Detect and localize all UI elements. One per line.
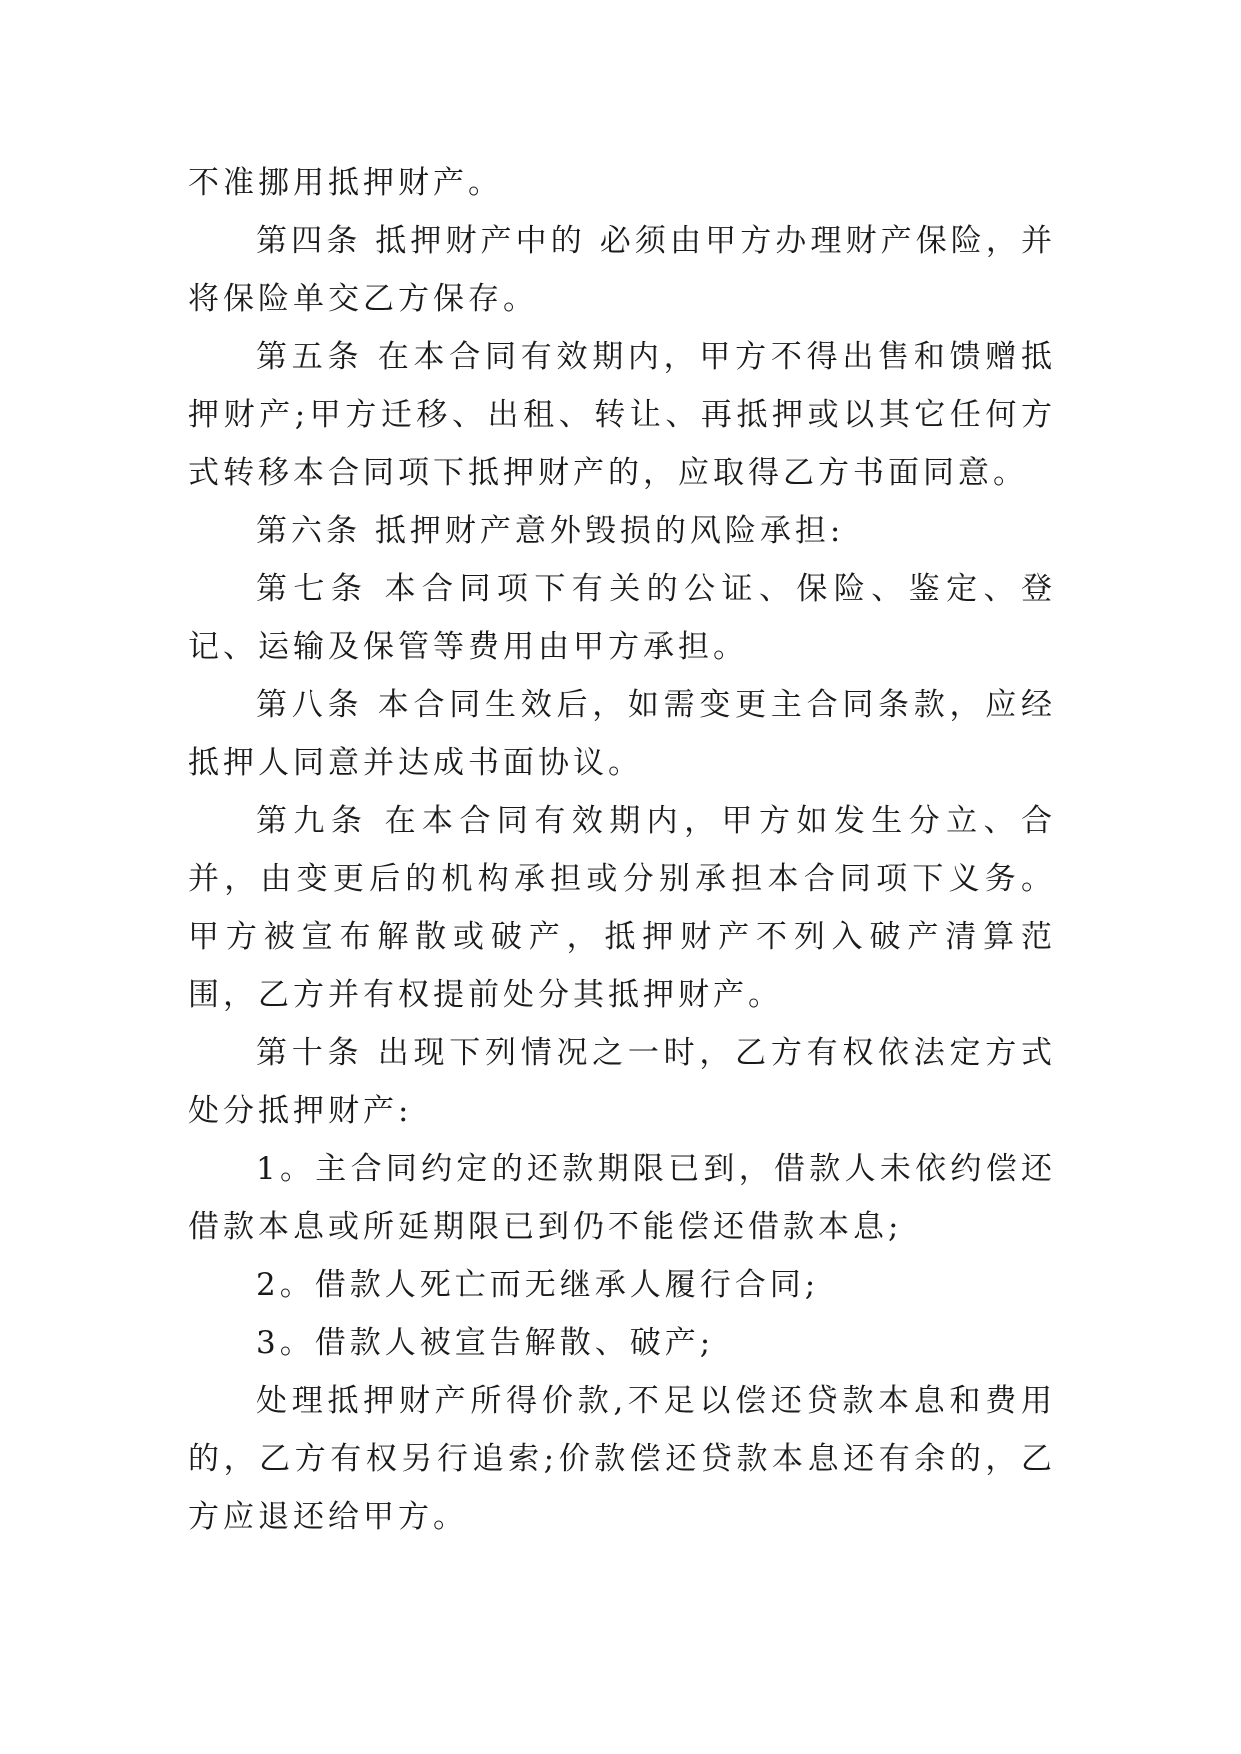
list-item-3: 3。借款人被宣告解散、破产; <box>256 1325 715 1361</box>
paragraph-article-10: 第十条 出现下列情况之一时，乙方有权依法定方式处分抵押财产: <box>188 1035 1056 1129</box>
paragraph-article-9: 第九条 在本合同有效期内，甲方如发生分立、合并，由变更后的机构承担或分别承担本合同项下义务。甲方被宣布解散或破产，抵押财产不列入破产清算范围，乙方并有权提前处分其抵押财产。 <box>188 803 1056 1013</box>
paragraph-article-5: 第五条 在本合同有效期内，甲方不得出售和馈赠抵押财产;甲方迁移、出租、转让、再抵押或以其它任何方式转移本合同项下抵押财产的，应取得乙方书面同意。 <box>188 339 1056 491</box>
paragraph-article-8: 第八条 本合同生效后，如需变更主合同条款，应经抵押人同意并达成书面协议。 <box>188 687 1056 781</box>
paragraph-1: 不准挪用抵押财产。 <box>188 165 503 201</box>
document-body <box>188 154 1056 1546</box>
paragraph-article-4: 第四条 抵押财产中的 必须由甲方办理财产保险，并将保险单交乙方保存。 <box>188 223 1056 317</box>
list-item-1: 1。主合同约定的还款期限已到，借款人未依约偿还借款本息或所延期限已到仍不能偿还借款本息; <box>188 1151 1056 1245</box>
paragraph-closing: 处理抵押财产所得价款,不足以偿还贷款本息和费用的，乙方有权另行追索;价款偿还贷款本息还有余的，乙方应退还给甲方。 <box>188 1383 1056 1535</box>
paragraph-article-7: 第七条 本合同项下有关的公证、保险、鉴定、登记、运输及保管等费用由甲方承担。 <box>188 571 1056 665</box>
list-item-2: 2。借款人死亡而无继承人履行合同; <box>256 1267 820 1303</box>
paragraph-article-6: 第六条 抵押财产意外毁损的风险承担: <box>256 513 845 549</box>
